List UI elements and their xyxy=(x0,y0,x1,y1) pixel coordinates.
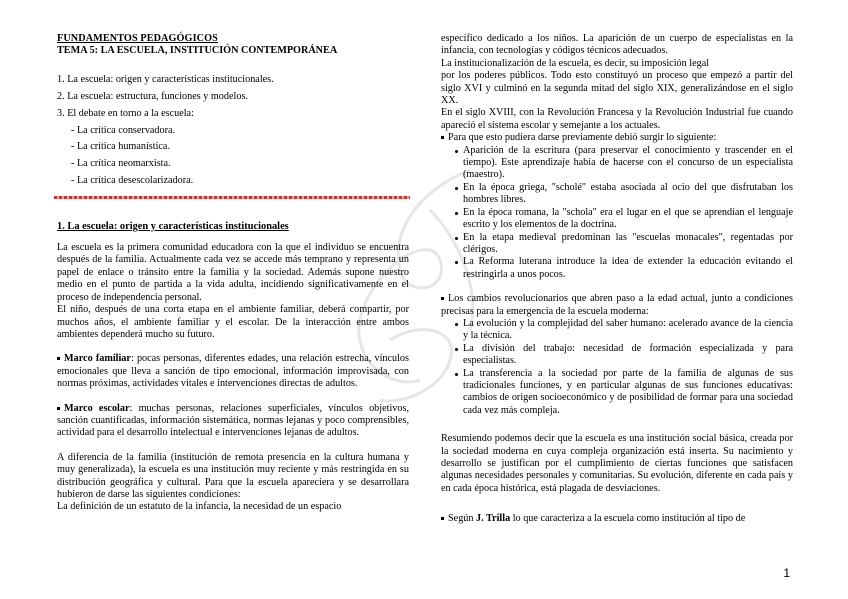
definition: : muchas personas, relaciones superficiales, vínculos objetivos, sanción cuantificadas, información sistemática, normas lejanas y poco comprensibles, actividad para el desarrollo intelectual e intervenciones lejanas de adultos. xyxy=(57,402,409,439)
toc-subitem: - La crítica humanística. xyxy=(71,141,170,153)
list-item: En la época griega, "scholé" estaba asociada al ocio del que disfrutaban los hombres libres. xyxy=(463,181,793,206)
course-title: FUNDAMENTOS PEDAGÓGICOS xyxy=(57,33,218,44)
page-number: 1 xyxy=(783,566,790,580)
square-bullet-icon xyxy=(441,517,444,520)
paragraph: La definición de un estatuto de la infancia, la necesidad de un espacio xyxy=(57,501,342,513)
bullet-item xyxy=(441,132,793,144)
paragraph: específico dedicado a los niños. La aparición de un cuerpo de especialistas en la infancia, con tecnologías y códigos técnicos adecuados. xyxy=(441,33,793,57)
paragraph: El niño, después de una corta etapa en el ambiente familiar, deberá compartir, por muchos años, el ambiente familiar y el escolar. De la interacción entre ambos ambientes dependerá mucho su futuro. xyxy=(57,304,409,340)
topic-title: TEMA 5: LA ESCUELA, INSTITUCIÓN CONTEMPORÁNEA xyxy=(57,45,338,57)
conditions-list xyxy=(441,318,793,417)
square-bullet-icon xyxy=(57,407,60,410)
toc-item: 2. La escuela: estructura, funciones y modelos. xyxy=(57,90,248,102)
list-item: En la etapa medieval predominan las "escuelas monacales", regentadas por clérigos. xyxy=(463,231,793,255)
paragraph: A diferencia de la familia (institución de remota presencia en la cultura humana y muy generalizada), la escuela es una institución muy reciente y más restringida en su distribución geográfica y cultural. Para que la escuela apareciera y se desarrollara hubieron de darse las siguientes condiciones: xyxy=(57,451,409,500)
list-item: En la época romana, la "schola" era el lugar en el que se aprendían el lenguaje escrito y los elementos de la doctrina. xyxy=(463,206,793,231)
definition: : pocas personas, diferentes edades, una relación estrecha, vínculos emocionales que lleva a sanción de tipo emocional, información improvisada, con normas próximas, actividades vitales e intervenciones directas de adultos. xyxy=(57,353,409,390)
bullet-text: Los cambios revolucionarios que abren paso a la edad actual, junto a condiciones precisas para la emergencia de la escuela moderna: xyxy=(441,293,793,317)
term: Marco escolar xyxy=(64,402,130,414)
list-item: La Reforma luterana introduce la idea de extender la educación evitando el restringirla a unos pocos. xyxy=(463,256,793,280)
bullet-text: lo que caracteriza a la escuela como institución al tipo de xyxy=(510,513,746,525)
square-bullet-icon xyxy=(57,357,60,360)
term: Marco familiar xyxy=(64,353,131,365)
bullet-marco-familiar xyxy=(57,353,409,390)
paragraph: Resumiendo podemos decir que la escuela es una institución social básica, creada por la sociedad moderna en cuya compleja organización está inserta. Su nacimiento y desarrollo se justifican por el cumplimiento de ciertas funciones que satisfacen algunas necesidades personales y comunitarias. Su evolución, diferente en cada país y en cada época histórica, está plagada de desviaciones. xyxy=(441,433,793,494)
right-column xyxy=(441,33,793,526)
paragraph: por los poderes públicos. Todo esto constituyó un proceso que empezó a partir del siglo XVI y culminó en la segunda mitad del siglo XIX, generalizándose en el siglo XX. xyxy=(441,70,793,107)
table-of-contents xyxy=(57,74,409,188)
author-name: J. Trilla xyxy=(476,513,511,525)
toc-item: 3. El debate en torno a la escuela: xyxy=(57,107,194,119)
square-bullet-icon xyxy=(441,297,444,300)
paragraph: En el siglo XVIII, con la Revolución Francesa y la Revolución Industrial fue cuando apareció el sistema escolar y semejante a los actuales. xyxy=(441,107,793,131)
history-list xyxy=(441,145,793,281)
left-column xyxy=(57,33,409,514)
toc-subitem: - La crítica conservadora. xyxy=(71,124,176,136)
bullet-item xyxy=(441,293,793,318)
paragraph: La escuela es la primera comunidad educadora con la que el individuo se encuentra después de la familia. Actualmente cada vez se accede más temprano y representa un papel de enlace o tránsito entre la familia y la sociedad. Además supone nuestro medio en el punto de partida a la vida adulta, incidiendo significativamente en el proceso de independencia personal. xyxy=(57,242,409,303)
section-heading: 1. La escuela: origen y características institucionales xyxy=(57,220,289,232)
bullet-text: Para que esto pudiera darse previamente debió surgir lo siguiente: xyxy=(448,132,717,144)
bullet-text: Según xyxy=(448,513,477,525)
bullet-item xyxy=(441,513,793,525)
square-bullet-icon xyxy=(441,136,444,139)
toc-subitem: - La crítica desescolarizadora. xyxy=(71,175,194,187)
toc-subitem: - La crítica neomarxista. xyxy=(71,158,171,170)
list-item: Aparición de la escritura (para preservar el conocimiento y trascender en el tiempo). Este aprendizaje había de hacerse con el concurso de un especialista (maestro). xyxy=(463,144,793,181)
bullet-marco-escolar xyxy=(57,403,409,440)
paragraph: La institucionalización de la escuela, es decir, su imposición legal xyxy=(441,57,710,69)
list-item: La división del trabajo: necesidad de formación especializada y para especialistas. xyxy=(463,342,793,367)
list-item: La transferencia a la sociedad por parte de la familia de algunas de sus tradicionales funciones, y en particular algunas de sus funciones educativas: cambios de origen socioeconómico y de posibilidad de formar para una sociedad cada vez más compleja. xyxy=(463,367,793,416)
toc-item: 1. La escuela: origen y características institucionales. xyxy=(57,73,274,85)
list-item: La evolución y la complejidad del saber humano: acelerado avance de la ciencia y la técnica. xyxy=(463,317,793,342)
section-divider xyxy=(54,196,410,199)
